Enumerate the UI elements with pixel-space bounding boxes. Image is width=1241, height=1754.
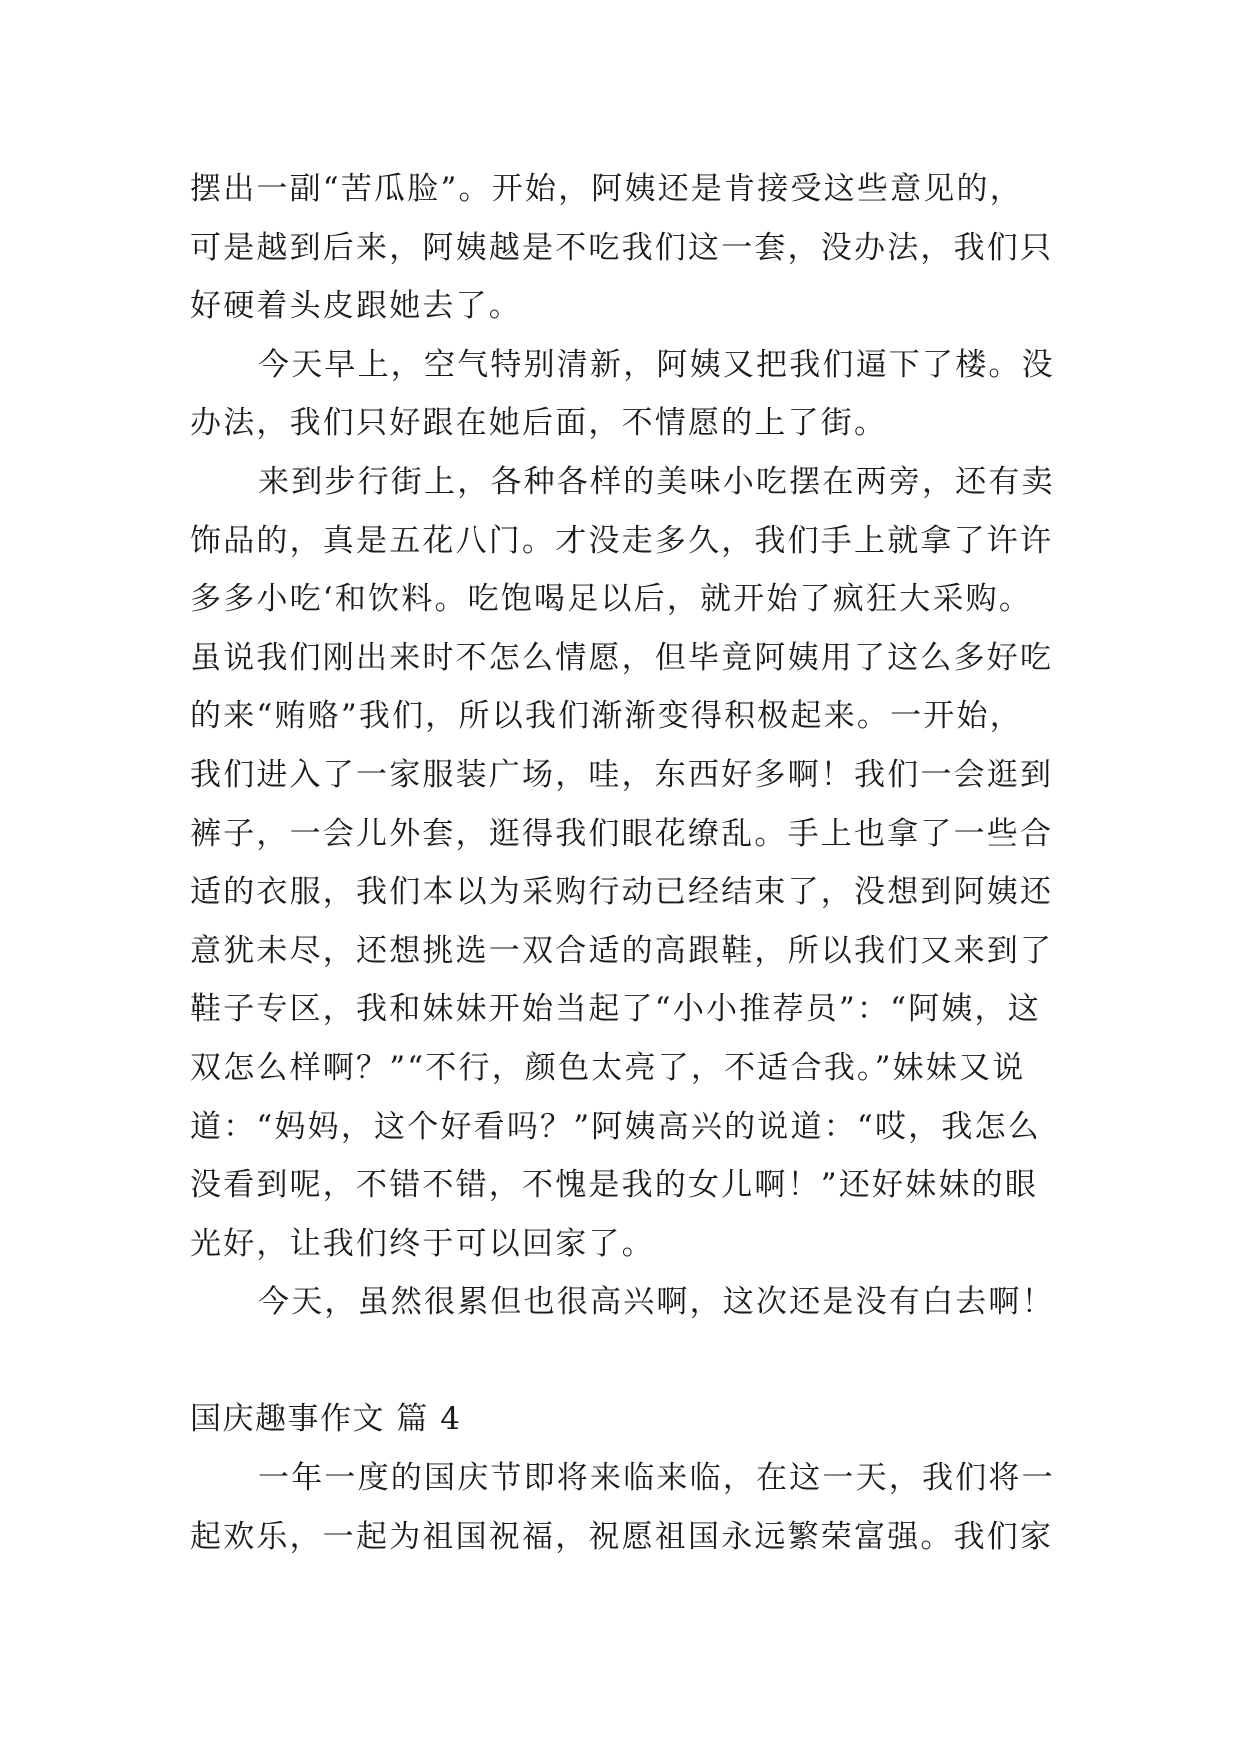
text-line: 多多小吃‘和饮料。吃饱喝足以后，就开始了疯狂大采购。	[190, 581, 1033, 618]
paragraph-start-line: 今天早上，空气特别清新，阿姨又把我们逼下了楼。没	[258, 346, 1055, 383]
text-line: 裤子，一会儿外套，逛得我们眼花缭乱。手上也拿了一些合	[190, 815, 1054, 852]
text-line: 我们进入了一家服装广场，哇，东西好多啊！我们一会逛到	[190, 756, 1054, 793]
paragraph-start-line: 一年一度的国庆节即将来临来临，在这一天，我们将一	[258, 1460, 1055, 1497]
text-line: 虽说我们刚出来时不怎么情愿，但毕竟阿姨用了这么多好吃	[190, 639, 1054, 676]
section-gap	[190, 1332, 1070, 1391]
text-line: 意犹未尽，还想挑选一双合适的高跟鞋，所以我们又来到了	[190, 932, 1054, 969]
paragraph-start-line: 来到步行街上，各种各样的美味小吃摆在两旁，还有卖	[258, 463, 1055, 500]
text-line: 适的衣服，我们本以为采购行动已经结束了，没想到阿姨还	[190, 874, 1054, 911]
text-line: 饰品的，真是五花八门。才没走多久，我们手上就拿了许许	[190, 522, 1054, 559]
text-line: 可是越到后来，阿姨越是不吃我们这一套，没办法，我们只	[190, 229, 1054, 266]
paragraph-start-line: 今天，虽然很累但也很高兴啊，这次还是没有白去啊！	[258, 1284, 1055, 1321]
text-line: 没看到呢，不错不错，不愧是我的女儿啊！”还好妹妹的眼	[190, 1167, 1039, 1204]
section-heading: 国庆趣事作文 篇 4	[190, 1401, 462, 1438]
text-line: 起欢乐，一起为祖国祝福，祝愿祖国永远繁荣富强。我们家	[190, 1518, 1054, 1555]
text-line: 光好，让我们终于可以回家了。	[190, 1225, 655, 1262]
text-line: 的来“贿赂”我们，所以我们渐渐变得积极起来。一开始，	[190, 698, 1023, 735]
text-line: 道：“妈妈，这个好看吗？”阿姨高兴的说道：“哎，我怎么	[190, 1108, 1041, 1145]
document-body	[190, 160, 1070, 1566]
text-line: 鞋子专区，我和妹妹开始当起了“小小推荐员”：“阿姨，这	[190, 991, 1041, 1028]
text-line: 办法，我们只好跟在她后面，不情愿的上了街。	[190, 405, 888, 442]
text-line: 摆出一副“苦瓜脸”。开始，阿姨还是肯接受这些意见的，	[190, 171, 1023, 207]
text-line: 双怎么样啊？”“不行，颜色太亮了，不适合我。”妹妹又说	[190, 1049, 1026, 1086]
text-line: 好硬着头皮跟她去了。	[190, 288, 522, 325]
